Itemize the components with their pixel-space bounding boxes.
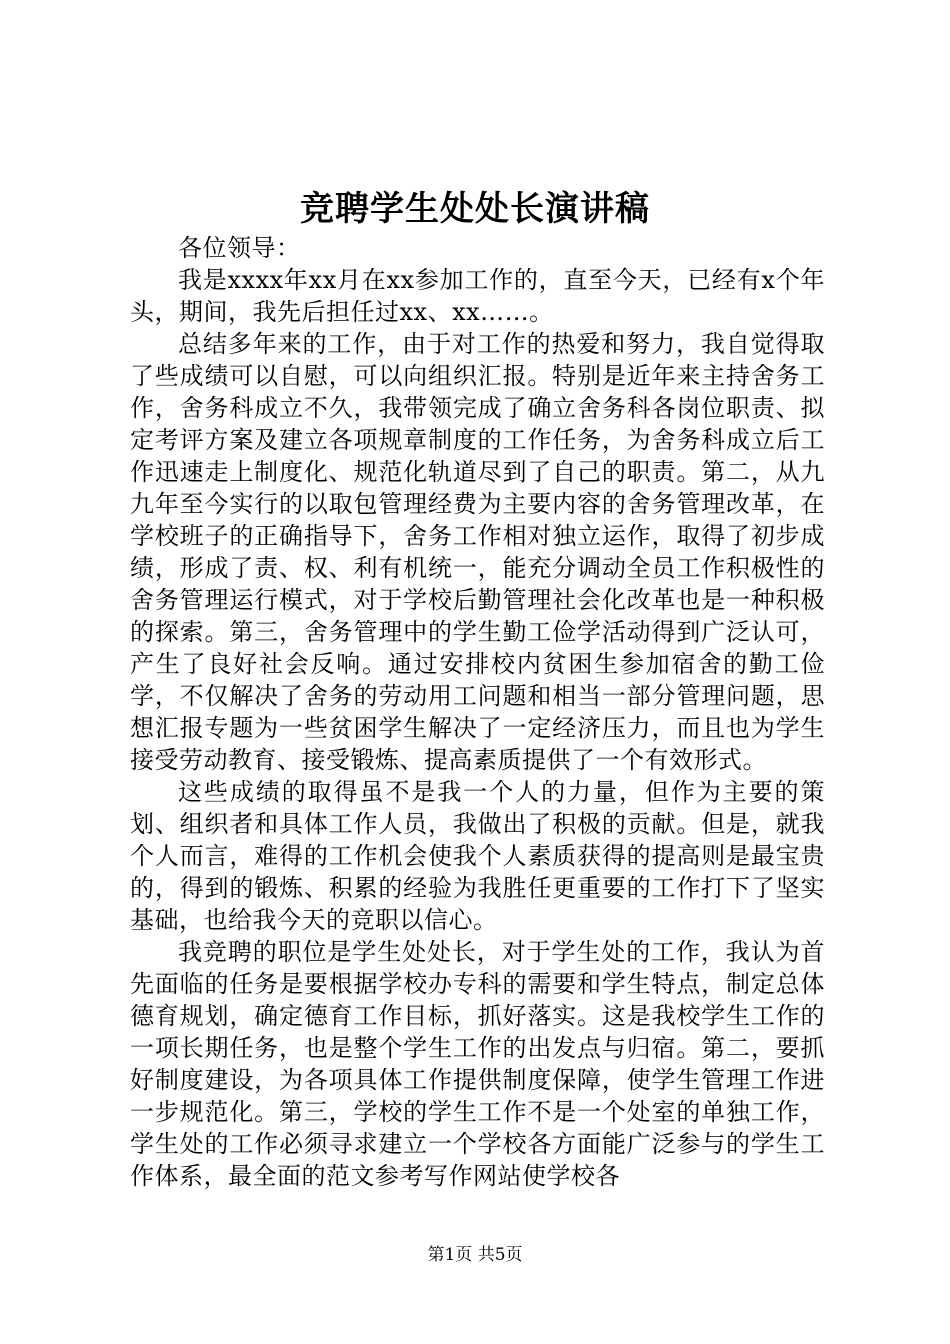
paragraph: 总结多年来的工作，由于对工作的热爱和努力，我自觉得取了些成绩可以自慰，可以向组织汇报。特别是近年来主持舍务工作，舍务科成立不久，我带领完成了确立舍务科各岗位职责、拟定考评方案及建立各项规章制度的工作任务，为舍务科成立后工作迅速走上制度化、规范化轨道尽到了自己的职责。第二，从九九年至今实行的以取包管理经费为主要内容的舍务管理改革，在学校班子的正确指导下，舍务工作相对独立运作，取得了初步成绩，形成了责、权、利有机统一，能充分调动全员工作积极性的舍务管理运行模式，对于学校后勤管理社会化改革也是一种积极的探索。第三，舍务管理中的学生勤工俭学活动得到广泛认可，产生了良好社会反响。通过安排校内贫困生参加宿舍的勤工俭学，不仅解决了舍务的劳动用工问题和相当一部分管理问题，思想汇报专题为一些贫困学生解决了一定经济压力，而且也为学生接受劳动教育、接受锻炼、提高素质提供了一个有效形式。 [130,330,825,774]
document-body [130,232,825,1192]
paragraph: 这些成绩的取得虽不是我一个人的力量，但作为主要的策划、组织者和具体工作人员，我做出了积极的贡献。但是，就我个人而言，难得的工作机会使我个人素质获得的提高则是最宝贵的，得到的锻炼、积累的经验为我胜任更重要的工作打下了坚实基础，也给我今天的竞职以信心。 [130,778,825,934]
document-title: 竞聘学生处处长演讲稿 [300,189,650,229]
paragraph: 我是xxxx年xx月在xx参加工作的，直至今天，已经有x个年头，期间，我先后担任过xx、xx……。 [130,266,825,326]
salutation: 各位领导： [178,234,301,262]
paragraph: 我竞聘的职位是学生处处长，对于学生处的工作，我认为首先面临的任务是要根据学校办专科的需要和学生特点，制定总体德育规划，确定德育工作目标，抓好落实。这是我校学生工作的一项长期任务，也是整个学生工作的出发点与归宿。第二，要抓好制度建设，为各项具体工作提供制度保障，使学生管理工作进一步规范化。第三，学校的学生工作不是一个处室的单独工作，学生处的工作必须寻求建立一个学校各方面能广泛参与的学生工作体系，最全面的范文参考写作网站使学校各 [130,938,825,1190]
page-number-footer: 第1页 共5页 [427,1245,523,1265]
